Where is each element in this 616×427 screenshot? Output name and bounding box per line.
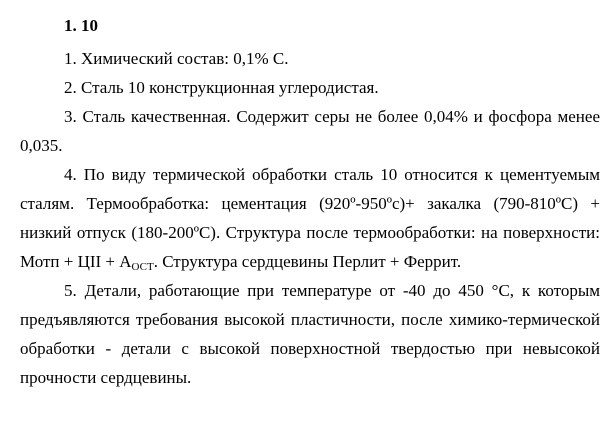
- paragraph-5: 5. Детали, работающие при температуре от -40 до 450 °С, к которым предъявляются требования высокой пластичности, после химико-термической обработки - детали с высокой поверхностной твердостью при невысокой прочности сердцевины.: [20, 281, 600, 387]
- section-heading: 1. 10: [64, 16, 98, 35]
- austenite-subscript: ОСТ: [131, 261, 154, 273]
- paragraph-4: [20, 160, 600, 276]
- paragraph-4-tail: . Структура сердцевины Перлит + Феррит.: [153, 252, 462, 271]
- paragraph-2: 2. Сталь 10 конструкционная углеродистая.: [64, 78, 379, 97]
- paragraph-4-text: 4. По виду термической обработки сталь 10 относится к цементуемым сталям. Термообработка: цементация (920º-950ºс)+ закалка (790-810ºС) + низкий отпуск (180-200ºС). Структура после термообработки: на поверхности: Мотп + ЦII + А: [20, 165, 600, 271]
- paragraph-3: 3. Сталь качественная. Содержит серы не более 0,04% и фосфора менее 0,035.: [20, 107, 600, 155]
- paragraph-1: 1. Химический состав: 0,1% С.: [64, 49, 289, 68]
